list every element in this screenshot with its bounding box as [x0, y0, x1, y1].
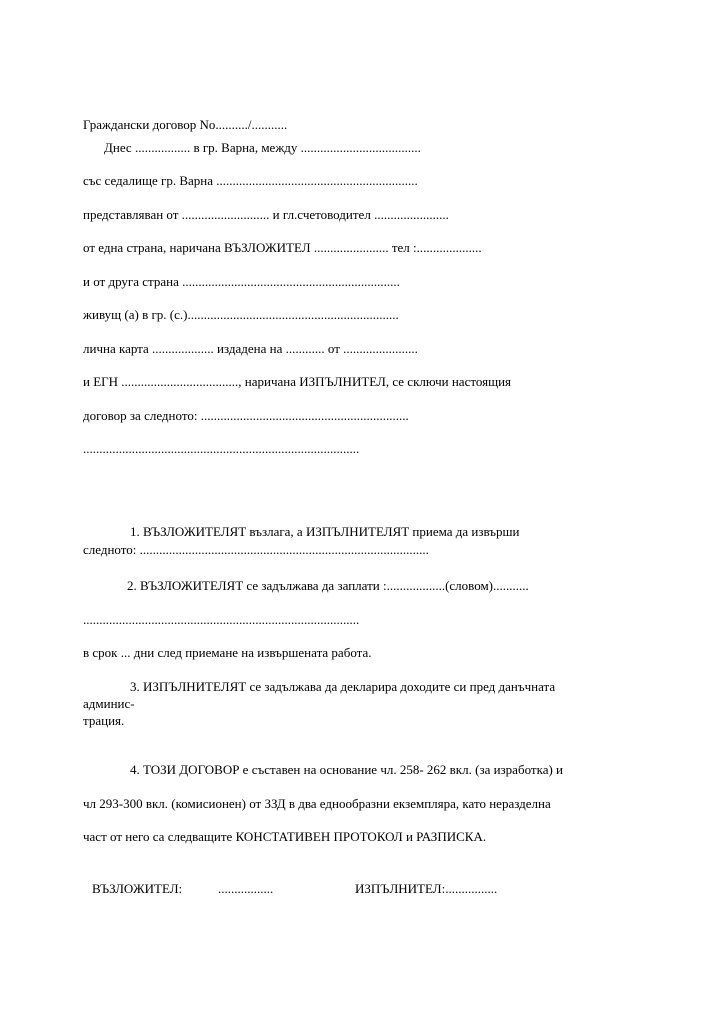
- clause-2-line-1: 2. ВЪЗЛОЖИТЕЛЯТ се задължава да заплати :..................(словом)...........: [127, 578, 529, 593]
- dotted-fill-line: .....................................................................................: [83, 441, 360, 456]
- clause-1-line-2: следното: .........................................................................................: [83, 542, 429, 557]
- seat-line: със седалище гр. Варна ..............................................................: [83, 173, 418, 188]
- contract-title-line: Граждански договор No........../...........: [83, 117, 288, 132]
- clause-3-line-2: админис-: [83, 696, 135, 711]
- second-party-line: и от друга страна ...................................................................: [83, 274, 400, 289]
- assignor-signature-line: .................: [218, 881, 274, 896]
- clause-1-line-1: 1. ВЪЗЛОЖИТЕЛЯТ възлага, а ИЗПЪЛНИТЕЛЯТ приема да извърши: [130, 524, 520, 539]
- clause-2-term-line: в срок ... дни след приемане на извършената работа.: [83, 645, 372, 660]
- clause-4-line-3: част от него са следващите КОНСТАТИВЕН ПРОТОКОЛ и РАЗПИСКА.: [83, 829, 487, 844]
- id-card-line: лична карта ................... издадена на ............ от .......................: [83, 341, 418, 356]
- represented-by-line: представляван от ........................... и гл.счетоводител .......................: [83, 207, 449, 222]
- residence-line: живущ (а) в гр. (с.).................................................................: [83, 307, 399, 322]
- first-party-line: от една страна, наричана ВЪЗЛОЖИТЕЛ ....................... тел :....................: [83, 240, 482, 255]
- clause-3-line-3: трация.: [83, 713, 125, 728]
- clause-3-line-1: 3. ИЗПЪЛНИТЕЛЯТ се задължава да декларира доходите си пред данъчната: [130, 679, 556, 694]
- contract-date-line: Днес ................. в гр. Варна, между .....................................: [104, 140, 421, 155]
- contractor-signature-line: ИЗПЪЛНИТЕЛ:................: [355, 881, 498, 896]
- clause-4-line-2: чл 293-300 вкл. (комисионен) от ЗЗД в два еднообразни екземпляра, като неразделна: [83, 796, 551, 811]
- clause-4-line-1: 4. ТОЗИ ДОГОВОР е съставен на основание чл. 258- 262 вкл. (за изработка) и: [130, 762, 564, 777]
- clause-2-dotted-line: .....................................................................................: [83, 612, 360, 627]
- egn-line: и ЕГН ...................................., наричана ИЗПЪЛНИТЕЛ, се сключи настоящия: [83, 374, 512, 389]
- assignor-signature-label: ВЪЗЛОЖИТЕЛ:: [92, 881, 183, 896]
- contract-subject-line: договор за следното: ................................................................: [83, 408, 409, 423]
